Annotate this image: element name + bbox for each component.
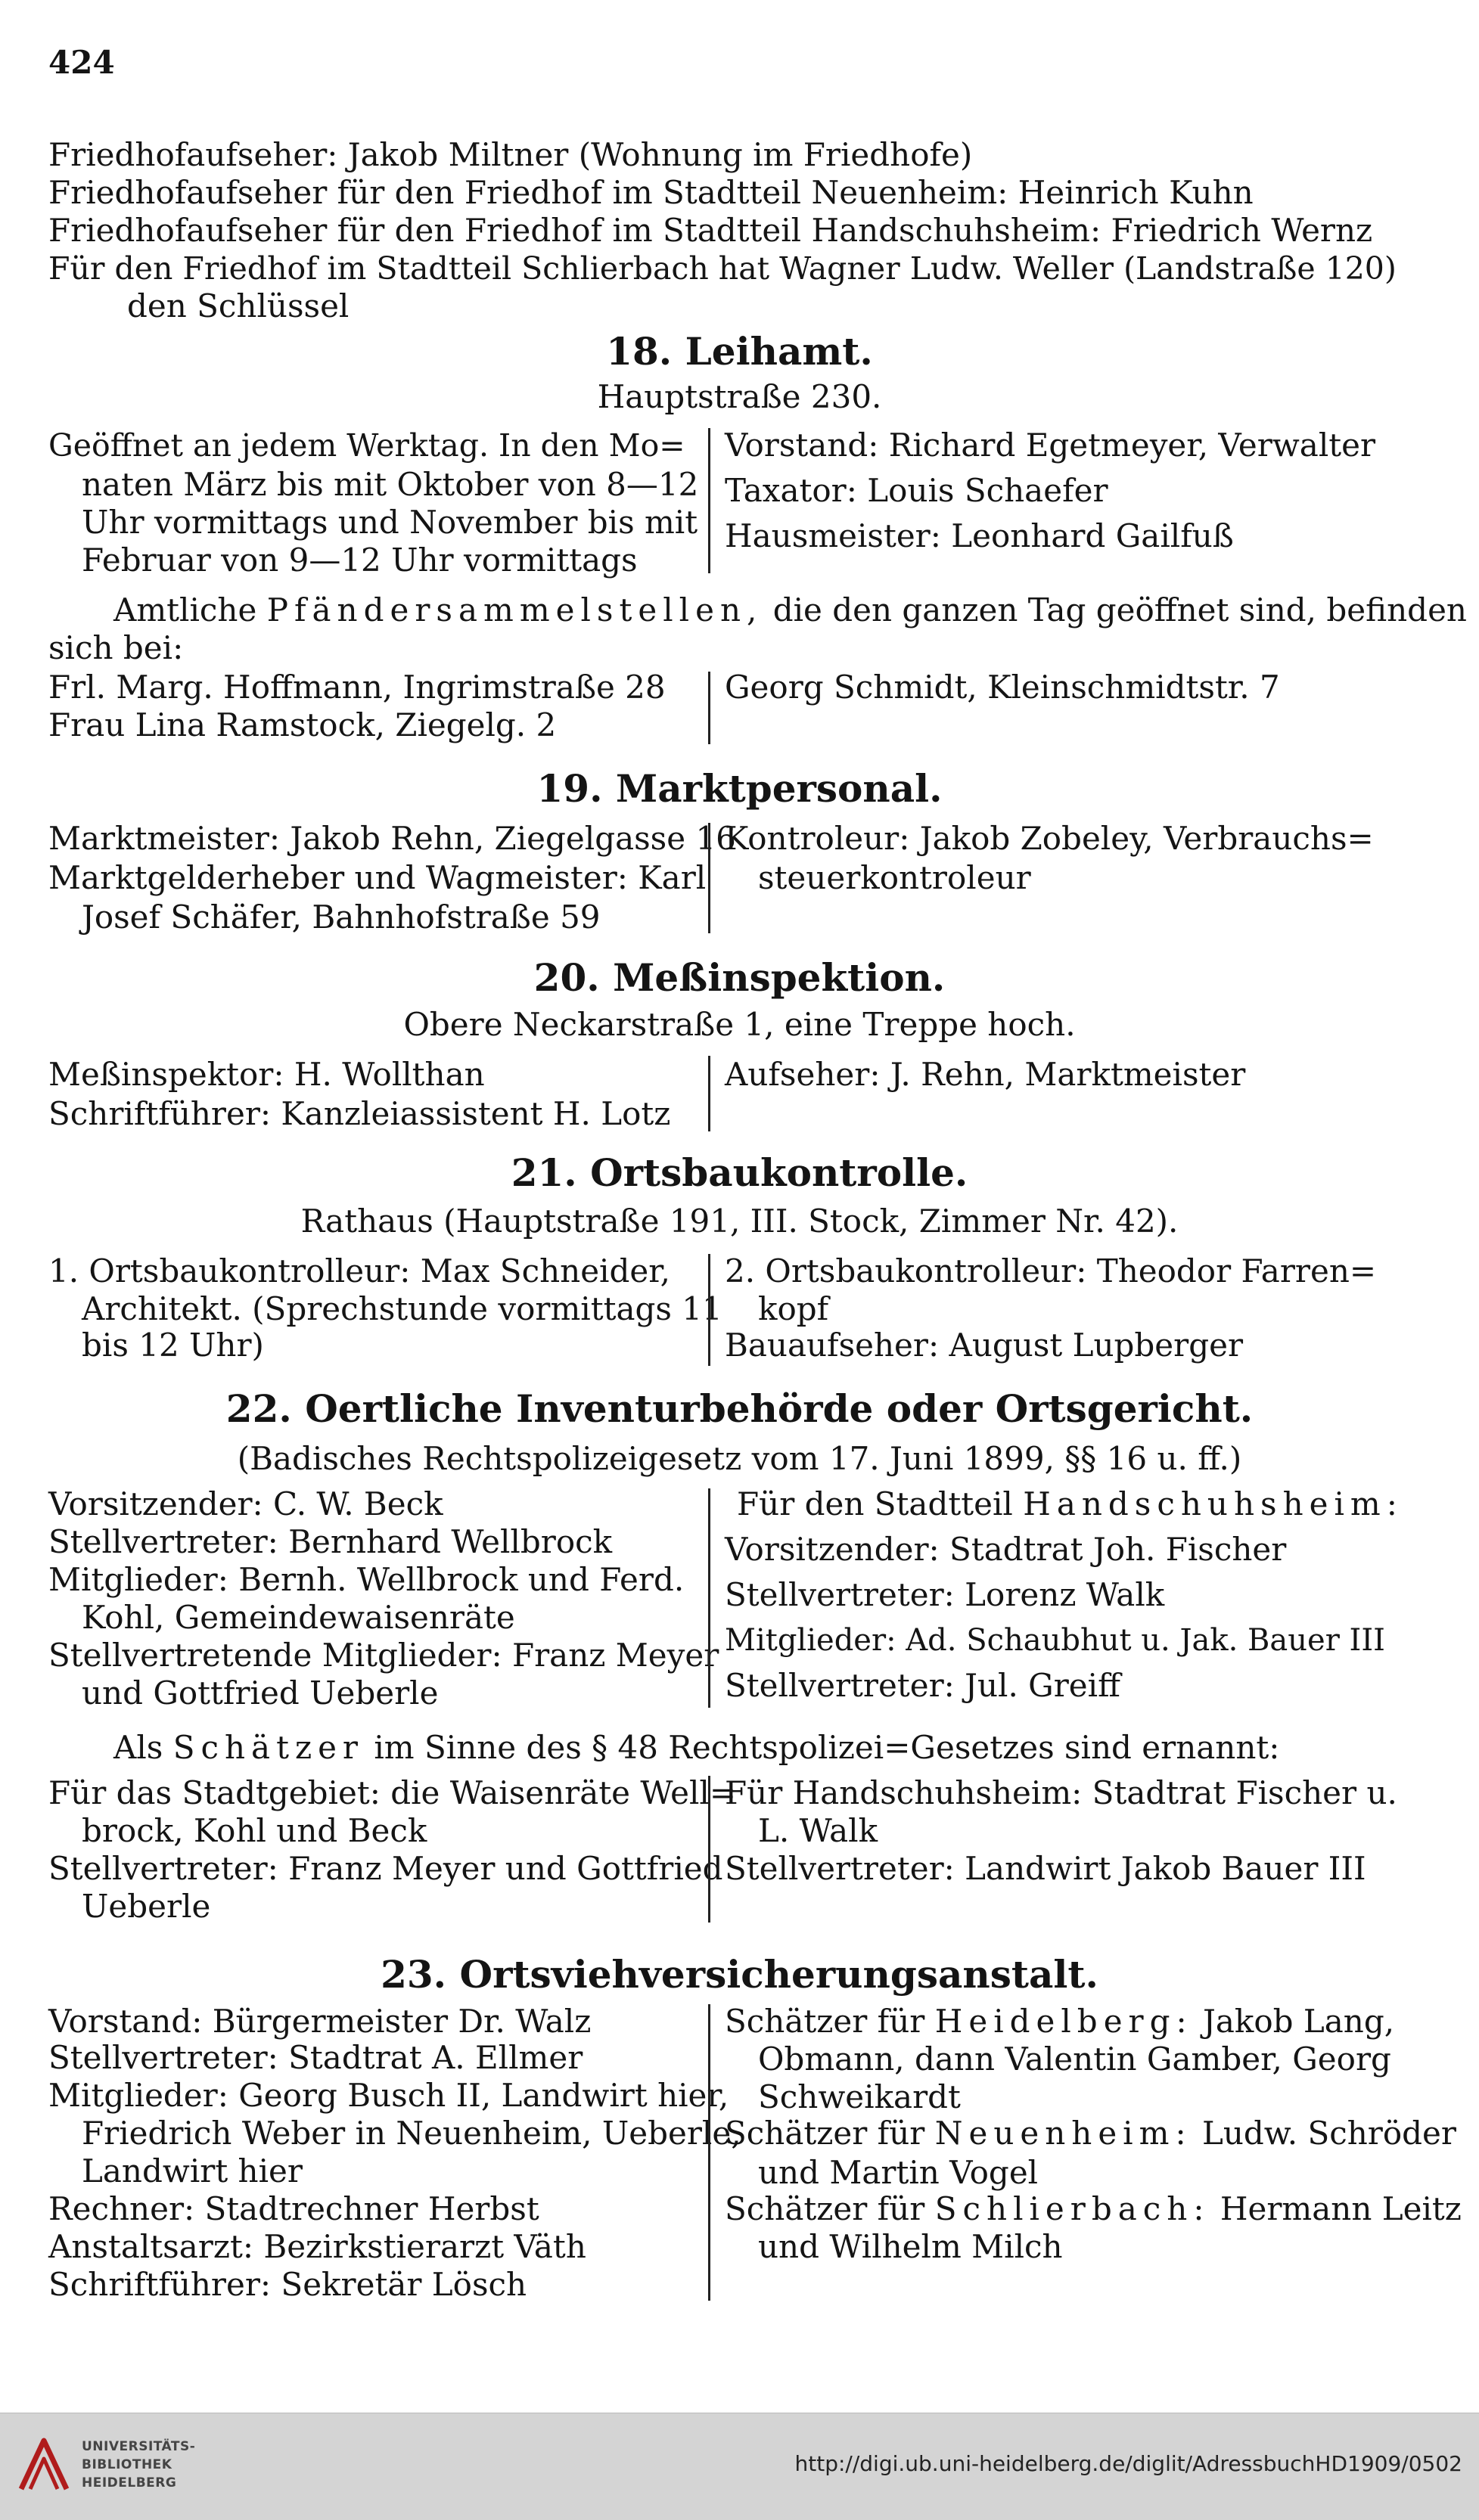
text-line: Architekt. (Sprechstunde vormittags 11 (82, 1290, 722, 1327)
note-emphasis: Pfändersammelstellen, (266, 591, 763, 628)
text-line: Vorstand: Bürgermeister Dr. Walz (48, 2003, 592, 2040)
column-divider (708, 2004, 710, 2301)
library-logo-icon (17, 2436, 71, 2495)
section-title: Leihamt. (685, 329, 873, 374)
district-name: Schlierbach: (934, 2190, 1210, 2227)
section-number: 19. (536, 766, 603, 811)
column-divider (708, 1254, 710, 1366)
appraiser-label: Schätzer für (725, 2190, 925, 2227)
appraiser-name: Hermann Leitz (1220, 2190, 1462, 2227)
permalink-url[interactable]: http://digi.ub.uni-heidelberg.de/diglit/AdressbuchHD1909/0502 (794, 2451, 1462, 2476)
appraiser-label: Schätzer für (725, 2003, 925, 2040)
text-line: Bauaufseher: August Lupberger (725, 1327, 1244, 1364)
text-line: Frl. Marg. Hoffmann, Ingrimstraße 28 (48, 669, 666, 706)
library-name-line: HEIDELBERG (82, 2475, 177, 2491)
intro-line: Friedhofaufseher für den Friedhof im Stadtteil Handschuhsheim: Friedrich Wernz (48, 212, 1373, 249)
note-text: die den ganzen Tag geöffnet sind, befinden (772, 591, 1467, 628)
column-divider (708, 672, 710, 744)
text-line: und Gottfried Ueberle (82, 1674, 439, 1712)
text-line: Geöffnet an jedem Werktag. In den Mo= (48, 427, 685, 464)
text-line: Vorsitzender: C. W. Beck (48, 1485, 443, 1522)
appraiser-label: Schätzer für (725, 2115, 925, 2152)
column-divider (708, 1056, 710, 1131)
text-line: Landwirt hier (82, 2152, 303, 2189)
column-divider (708, 1488, 710, 1708)
note-text: im Sinne des § 48 Rechtspolizei=Gesetzes sind ernannt: (374, 1729, 1280, 1766)
text-line: brock, Kohl und Beck (82, 1812, 427, 1849)
section-number: 20. (533, 955, 600, 1000)
section-22-heading (0, 1386, 1479, 1432)
subsection-heading (737, 1484, 1403, 1525)
text-line: Vorsitzender: Stadtrat Joh. Fischer (725, 1531, 1287, 1568)
intro-line: Für den Friedhof im Stadtteil Schlierbach hat Wagner Ludw. Weller (Landstraße 120) (48, 250, 1397, 287)
text-line: Stellvertreter: Jul. Greiff (725, 1667, 1120, 1704)
section-title: Ortsbaukontrolle. (590, 1150, 968, 1195)
text-line: Taxator: Louis Schaefer (725, 472, 1108, 509)
text-line: 2. Ortsbaukontrolleur: Theodor Farren= (725, 1252, 1377, 1289)
section-21-heading (0, 1150, 1479, 1196)
text-line: Stellvertreter: Stadtrat A. Ellmer (48, 2039, 583, 2076)
subsection-emphasis: Handschuhsheim: (1023, 1485, 1403, 1522)
section-18-heading (0, 328, 1479, 375)
section-number: 21. (511, 1150, 577, 1195)
text-line: 1. Ortsbaukontrolleur: Max Schneider, (48, 1252, 671, 1289)
text-line: Hausmeister: Leonhard Gailfuß (725, 517, 1234, 554)
text-line: und Martin Vogel (758, 2154, 1039, 2191)
text-line: Georg Schmidt, Kleinschmidtstr. 7 (725, 669, 1280, 706)
section-title: Marktpersonal. (615, 766, 943, 811)
text-line (725, 2113, 1456, 2154)
section-19-heading (0, 765, 1479, 812)
text-line: steuerkontroleur (758, 859, 1031, 896)
note-text: Amtliche (113, 591, 257, 628)
library-name-line: UNIVERSITÄTS- (82, 2439, 196, 2454)
text-line: Für das Stadtgebiet: die Waisenräte Well= (48, 1774, 737, 1811)
text-line: bis 12 Uhr) (82, 1327, 264, 1364)
intro-line: Friedhofaufseher für den Friedhof im Stadtteil Neuenheim: Heinrich Kuhn (48, 174, 1254, 211)
text-line: Stellvertreter: Franz Meyer und Gottfried (48, 1850, 723, 1887)
text-line: Rechner: Stadtrechner Herbst (48, 2190, 539, 2227)
text-line: Mitglieder: Ad. Schaubhut u. Jak. Bauer III (725, 1623, 1385, 1658)
text-line: Kohl, Gemeindewaisenräte (82, 1599, 515, 1636)
library-name-line: BIBLIOTHEK (82, 2457, 172, 2472)
text-line (725, 2189, 1462, 2230)
text-line: Friedrich Weber in Neuenheim, Ueberle, (82, 2115, 741, 2152)
section-23-heading (0, 1951, 1479, 1998)
column-divider (708, 1776, 710, 1923)
note-text: Als (113, 1729, 163, 1766)
text-line (725, 2001, 1394, 2042)
text-line: Mitglieder: Bernh. Wellbrock und Ferd. (48, 1561, 685, 1598)
text-line: Aufseher: J. Rehn, Marktmeister (725, 1056, 1246, 1093)
section-number: 18. (606, 329, 673, 374)
library-footer (0, 2413, 1479, 2520)
text-line: Stellvertreter: Bernhard Wellbrock (48, 1523, 613, 1560)
section-title: Oertliche Inventurbehörde oder Ortsgericht. (305, 1386, 1254, 1431)
district-name: Neuenheim: (934, 2115, 1192, 2152)
section-20-heading (0, 954, 1479, 1001)
section-20-address: Obere Neckarstraße 1, eine Treppe hoch. (403, 1006, 1076, 1043)
appraiser-name: Jakob Lang, (1203, 2003, 1395, 2040)
appraiser-name: Ludw. Schröder (1201, 2115, 1456, 2152)
section-title: Ortsviehversicherungsanstalt. (459, 1952, 1098, 1997)
section-21-address: Rathaus (Hauptstraße 191, III. Stock, Zimmer Nr. 42). (300, 1203, 1179, 1240)
section-title: Meßinspektion. (613, 955, 946, 1000)
intro-line: den Schlüssel (127, 287, 350, 324)
intro-line: Friedhofaufseher: Jakob Miltner (Wohnung im Friedhofe) (48, 136, 973, 173)
text-line: Marktmeister: Jakob Rehn, Ziegelgasse 16 (48, 820, 736, 857)
text-line: Stellvertreter: Landwirt Jakob Bauer III (725, 1850, 1366, 1887)
note-emphasis: Schätzer (172, 1729, 365, 1766)
text-line: Meßinspektor: H. Wollthan (48, 1056, 485, 1093)
section-number: 22. (225, 1386, 292, 1431)
text-line: Kontroleur: Jakob Zobeley, Verbrauchs= (725, 820, 1374, 857)
text-line: Februar von 9—12 Uhr vormittags (82, 542, 638, 579)
text-line: Josef Schäfer, Bahnhofstraße 59 (82, 898, 601, 936)
text-line: Stellvertreter: Lorenz Walk (725, 1576, 1165, 1613)
column-divider (708, 823, 710, 933)
text-line: Anstaltsarzt: Bezirkstierarzt Väth (48, 2228, 586, 2265)
section-22-law-reference: (Badisches Rechtspolizeigesetz vom 17. Juni 1899, §§ 16 u. ff.) (237, 1440, 1242, 1477)
page-number: 424 (48, 44, 115, 81)
note-line: sich bei: (48, 629, 184, 666)
text-line: Stellvertretende Mitglieder: Franz Meyer (48, 1637, 719, 1674)
text-line: naten März bis mit Oktober von 8—12 (82, 466, 699, 503)
text-line: und Wilhelm Milch (758, 2228, 1063, 2265)
note-line (113, 590, 1467, 631)
section-18-address: Hauptstraße 230. (597, 378, 882, 415)
note-line (113, 1727, 1279, 1768)
text-line: Mitglieder: Georg Busch II, Landwirt hier, (48, 2077, 729, 2114)
district-name: Heidelberg: (934, 2003, 1193, 2040)
text-line: Für Handschuhsheim: Stadtrat Fischer u. (725, 1774, 1397, 1811)
text-line: Frau Lina Ramstock, Ziegelg. 2 (48, 706, 557, 743)
text-line: Vorstand: Richard Egetmeyer, Verwalter (725, 427, 1376, 464)
section-number: 23. (381, 1952, 447, 1997)
subsection-text: Für den Stadtteil (737, 1485, 1013, 1522)
library-name (82, 2438, 195, 2492)
text-line: Schriftführer: Sekretär Lösch (48, 2266, 527, 2303)
text-line: Marktgelderheber und Wagmeister: Karl (48, 859, 707, 896)
text-line: Ueberle (82, 1888, 211, 1925)
column-divider (708, 428, 710, 573)
text-line: Obmann, dann Valentin Gamber, Georg (758, 2041, 1391, 2078)
text-line: Schweikardt (758, 2078, 961, 2115)
text-line: Uhr vormittags und November bis mit (82, 504, 698, 541)
text-line: kopf (758, 1290, 829, 1327)
text-line: L. Walk (758, 1812, 878, 1849)
text-line: Schriftführer: Kanzleiassistent H. Lotz (48, 1095, 671, 1132)
